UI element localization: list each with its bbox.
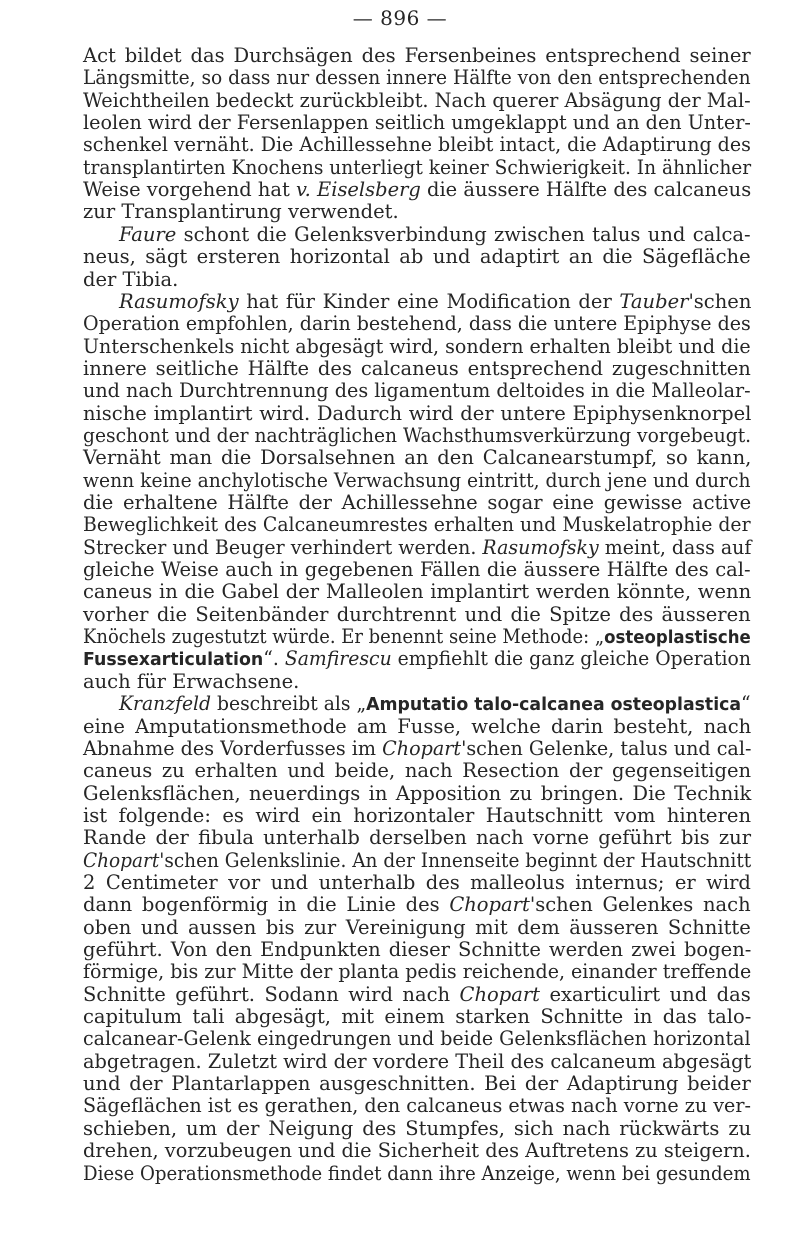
text-run: schieben, um der Neigung des Stumpfes, sich nach rückwärts zu [83,1116,752,1140]
text-line [83,804,751,828]
text-run: gleiche Weise auch in gegebenen Fällen die äussere Hälfte des cal- [83,558,751,582]
text-run: Operation empfohlen, darin bestehend, dass die untere Epiphyse des [83,312,751,336]
text-line [83,737,751,761]
text-line [83,156,751,180]
text-line [83,670,299,694]
page-number: — 896 — [352,6,448,30]
text-line [83,1072,751,1096]
text-run: transplantirten Knochens unterliegt keiner Schwierigkeit. In ähnlicher [83,155,752,179]
author-name: Chopart [83,848,160,872]
text-run: und der Plantarlappen ausgeschnitten. Bei der Adaptirung beider [83,1072,751,1096]
text-line [83,44,751,68]
emphasized-term: Amputatio talo-calcanea osteoplastica [366,694,742,716]
text-run: 'schen Gelenkes nach [529,893,751,917]
text-line [83,178,751,202]
author-name: Faure [119,222,177,246]
text-line [83,1139,751,1163]
text-line [83,849,751,873]
text-line [83,402,751,426]
text-line [83,893,751,917]
text-line [83,938,751,962]
text-run: hat für Kinder eine Modification der [238,289,620,313]
text-run: drehen, vorzubeugen und die Sicherheit des Auftretens zu steigern. [83,1139,751,1163]
author-name: Samfirescu [284,647,392,671]
text-line [83,647,751,672]
text-run: calcanear-Gelenk eingedrungen und beide Gelenksflächen horizontal [83,1027,751,1051]
text-line [83,513,751,537]
text-run: Weichtheilen bedeckt zurückbleibt. Nach querer Absägung der Mal- [83,88,751,112]
text-run: caneus in die Gabel der Malleolen implantirt werden könnte, wenn [83,580,752,604]
text-run: Rande der fibula unterhalb derselben nach vorne geführt bis zur [83,826,752,850]
text-run: Knöchels zugestutzt würde. Er benennt seine Methode: „ [83,625,605,649]
text-line [83,715,751,739]
text-run: abgetragen. Zuletzt wird der vordere Theil des calcaneum abgesägt [83,1049,752,1073]
text-run: dann bogenförmig in die Linie des [83,893,450,917]
text-run: meint, dass auf [598,535,752,559]
text-run: “ [741,692,751,716]
text-run: neus, sägt ersteren horizontal ab und adaptirt an die Sägefläche [83,245,751,269]
author-name: Chopart [459,982,541,1006]
text-run: leolen wird der Fersenlappen seitlich umgeklappt und an den Unter- [83,111,751,135]
text-run: schont die Gelenksverbindung zwischen talus und calca- [176,222,751,246]
author-name: Rasumofsky [119,289,239,313]
text-line [83,357,751,381]
emphasized-term: Fussexarticulation [83,649,264,671]
text-run: Unterschenkels nicht abgesägt wird, sondern erhalten bleibt und die [83,334,751,358]
text-run: die erhaltene Hälfte der Achillessehne sogar eine gewisse active [83,491,752,514]
text-run: Strecker und Beuger verhindert werden. [83,535,483,559]
text-run: der Tibia. [83,267,179,291]
text-line [83,1117,751,1141]
text-run: Diese Operationsmethode findet dann ihre Anzeige, wenn bei gesundem [83,1161,751,1185]
text-run: vorher die Seitenbänder durchtrennt und die Spitze des äusseren [83,602,751,626]
text-line [83,983,751,1007]
text-run: auch für Erwachsene. [83,669,300,693]
text-run: Sägeflächen ist es gerathen, den calcaneus etwas nach vorne zu ver- [83,1094,751,1118]
text-run: und nach Durchtrennung des ligamentum deltoides in die Malleolar- [83,379,751,403]
text-line [83,245,751,269]
text-run: zur Transplantirung verwendet. [83,200,399,224]
text-run: capitulum tali abgesägt, mit einem starken Schnitte in das talo- [83,1005,752,1029]
text-run: Beweglichkeit des Calcaneumrestes erhalten und Muskelatrophie der [83,513,751,537]
text-line [83,826,751,850]
text-run: nische implantirt wird. Dadurch wird der untere Epiphysenknorpel [83,401,752,425]
text-run: Längsmitte, so dass nur dessen innere Hälfte von den entsprechenden [83,66,751,90]
text-line [83,111,751,135]
text-run: geführt. Von den Endpunkten dieser Schnitte werden zwei bogen- [83,938,752,961]
text-line [83,200,399,224]
text-run: beschreibt als „ [211,692,367,716]
text-run: caneus zu erhalten und beide, nach Resection der gegenseitigen [83,759,752,783]
author-name: Tauber [619,289,689,313]
text-run: ist folgende: es wird ein horizontaler Hautschnitt vom hinteren [83,803,752,827]
text-line [83,603,751,627]
author-name: v. Eiselsberg [296,178,421,202]
text-run: exarticulirt und das [540,982,751,1006]
text-line [83,536,751,560]
text-line [83,1050,751,1074]
text-line [83,580,751,604]
author-name: Chopart [449,893,530,917]
text-run: 2 Centimeter vor und unterhalb des malleolus internus; er wird [83,870,751,894]
text-line [83,335,751,359]
text-line [119,692,751,717]
text-line [83,960,751,984]
text-run: schenkel vernäht. Die Achillessehne bleibt intact, die Adaptirung des [83,133,751,157]
text-line [83,782,751,806]
text-line [83,558,751,582]
text-run: Gelenksflächen, neuerdings in Apposition zu bringen. Die Technik [83,781,752,805]
author-name: Rasumofsky [482,535,599,559]
text-run: Weise vorgehend hat [83,178,297,202]
author-name: Chopart [382,736,462,760]
text-run: innere seitliche Hälfte des calcaneus entsprechend zugeschnitten [83,356,751,380]
text-line [83,446,751,470]
text-line [83,625,751,650]
text-line [83,491,751,515]
text-run: oben und aussen bis zur Vereinigung mit dem äusseren Schnitte [83,915,751,939]
text-line [119,223,751,247]
text-line [83,1162,751,1186]
text-line [83,916,751,940]
text-run: Act bildet das Durchsägen des Fersenbeines entsprechend seiner [83,44,751,67]
text-run: 'schen Gelenkslinie. An der Innenseite beginnt der Hautschnitt [159,848,752,872]
text-run: 'schen Gelenke, talus und cal- [461,736,752,760]
text-run: wenn keine anchylotische Verwachsung eintritt, durch jene und durch [83,468,751,492]
text-run: geschont und der nachträglichen Wachsthumsverkürzung vorgebeugt. [83,423,752,447]
emphasized-term: osteoplastische [604,627,751,649]
text-line [83,379,751,403]
text-line [83,268,178,292]
text-run: Schnitte geführt. Sodann wird nach [83,982,460,1006]
text-line [83,89,751,113]
text-line [83,424,751,448]
text-line [83,133,751,157]
text-run: die äussere Hälfte des calcaneus [420,178,752,202]
text-line [83,312,751,336]
text-line [83,759,751,783]
text-run: Vernäht man die Dorsalsehnen an den Calcanearstumpf, so kann, [83,446,752,470]
text-line [83,469,751,493]
text-line [119,290,751,314]
text-line [83,66,751,90]
text-line [83,871,751,895]
text-run: förmige, bis zur Mitte der planta pedis reichende, einander treffende [83,960,752,984]
text-line [83,1094,751,1118]
text-run: eine Amputationsmethode am Fusse, welche darin besteht, nach [83,714,752,738]
text-run: “. [263,647,285,671]
text-run: 'schen [688,289,752,313]
text-line [83,1027,751,1051]
text-run: Abnahme des Vorderfusses im [83,736,383,760]
author-name: Kranzfeld [119,692,212,716]
text-run: empfiehlt die ganz gleiche Operation [391,647,751,671]
text-line [83,1005,751,1029]
